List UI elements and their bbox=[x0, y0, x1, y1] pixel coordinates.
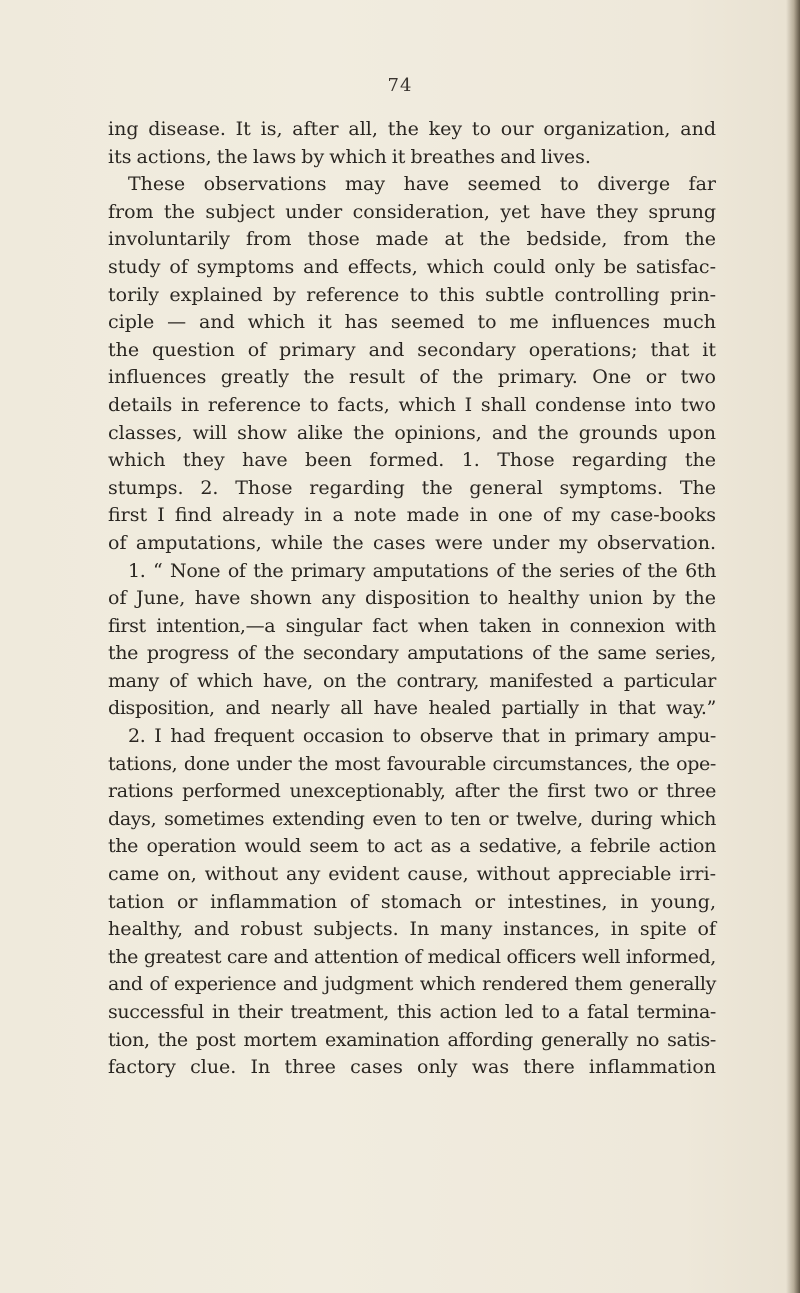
text-line: tion, the post mortem examination affording generally no satis- bbox=[108, 1028, 716, 1051]
text-line: from the subject under consideration, yet have they sprung bbox=[108, 200, 716, 223]
text-line: ciple — and which it has seemed to me influences much bbox=[108, 311, 716, 334]
text-line: stumps. 2. Those regarding the general symptoms. The bbox=[108, 476, 716, 499]
text-line: details in reference to facts, which I shall condense into two bbox=[108, 393, 716, 416]
page-number: 74 bbox=[387, 75, 413, 96]
text-line: came on, without any evident cause, without appreciable irri- bbox=[108, 863, 716, 886]
text-line: healthy, and robust subjects. In many instances, in spite of bbox=[108, 918, 716, 941]
text-line: successful in their treatment, this action led to a fatal termina- bbox=[108, 1001, 716, 1023]
text-line: study of symptoms and effects, which could only be satisfac- bbox=[108, 255, 716, 278]
text-line: of amputations, while the cases were under my observation. bbox=[108, 531, 716, 554]
text-line: tation or inflammation of stomach or intestines, in young, bbox=[108, 890, 716, 913]
text-line: factory clue. In three cases only was there inflammation bbox=[108, 1056, 716, 1079]
text-line: the operation would seem to act as a sedative, a febrile action bbox=[108, 835, 716, 858]
text-line: the progress of the secondary amputations of the same series, bbox=[108, 642, 716, 665]
text-line: first I find already in a note made in one of my case-books bbox=[108, 504, 716, 527]
text-line: classes, will show alike the opinions, and the grounds upon bbox=[108, 421, 716, 444]
text-line: involuntarily from those made at the bedside, from the bbox=[108, 228, 716, 251]
text-line: 2. I had frequent occasion to observe that in primary ampu- bbox=[128, 725, 716, 748]
text-line: influences greatly the result of the primary. One or two bbox=[108, 366, 716, 389]
text-line: the greatest care and attention of medical officers well informed, bbox=[108, 945, 716, 968]
text-line: These observations may have seemed to diverge far bbox=[128, 173, 716, 196]
text-line: ing disease. It is, after all, the key to our organization, and bbox=[108, 118, 716, 140]
text-line: 1. “ None of the primary amputations of the series of the 6th bbox=[128, 559, 716, 582]
text-line: disposition, and nearly all have healed partially in that way.” bbox=[108, 697, 716, 720]
text-line: of June, have shown any disposition to healthy union by the bbox=[108, 587, 716, 610]
text-line: which they have been formed. 1. Those regarding the bbox=[108, 449, 716, 472]
text-line: many of which have, on the contrary, manifested a particular bbox=[108, 669, 716, 692]
body-text bbox=[108, 116, 716, 1082]
page-edge-shadow bbox=[786, 0, 800, 1293]
text-line: the question of primary and secondary operations; that it bbox=[108, 338, 716, 361]
text-line: days, sometimes extending even to ten or twelve, during which bbox=[108, 807, 716, 830]
text-line: torily explained by reference to this subtle controlling prin- bbox=[108, 283, 716, 306]
text-line: rations performed unexceptionably, after the first two or three bbox=[108, 780, 716, 803]
text-line: tations, done under the most favourable circumstances, the ope- bbox=[108, 752, 716, 775]
text-line: and of experience and judgment which rendered them generally bbox=[108, 973, 716, 996]
text-line: first intention,—a singular fact when taken in connexion with bbox=[108, 614, 716, 637]
text-line: its actions, the laws by which it breathes and lives. bbox=[108, 145, 591, 168]
